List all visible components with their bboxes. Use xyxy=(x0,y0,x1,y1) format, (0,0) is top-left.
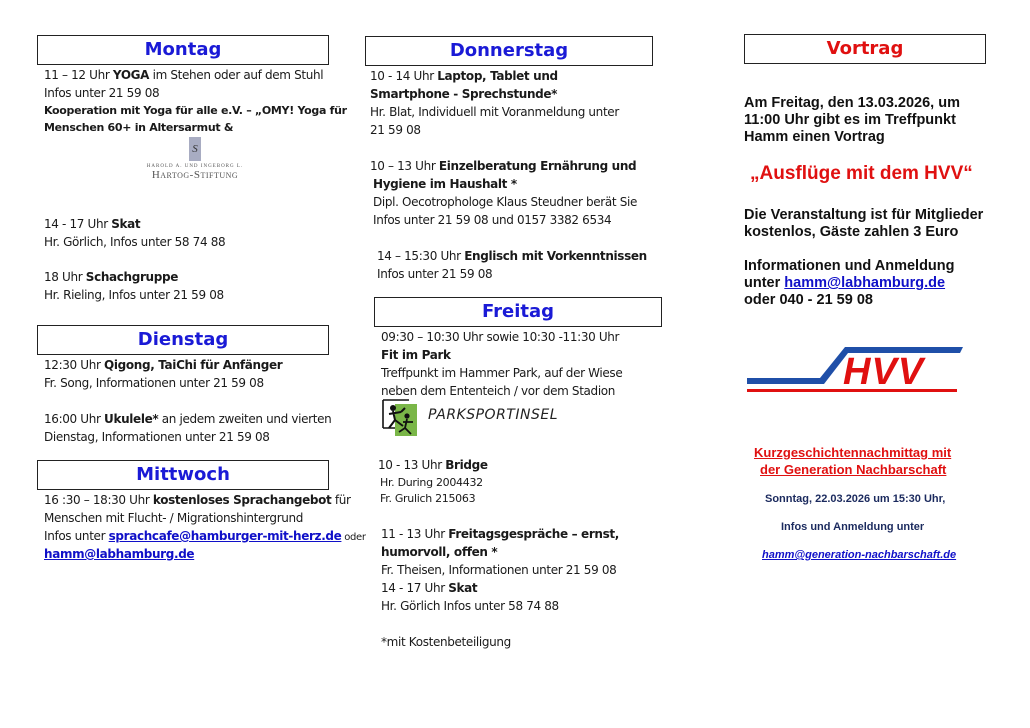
vortrag-heading: Vortrag xyxy=(744,34,986,64)
event-title: Smartphone - Sprechstunde* xyxy=(370,87,558,101)
time: 11 - 13 Uhr xyxy=(381,527,449,541)
time: 10 - 14 Uhr xyxy=(370,69,438,83)
freitag-gespraeche-info: Fr. Theisen, Informationen unter 21 59 08 xyxy=(381,563,617,577)
donnerstag-laptop-line2 xyxy=(370,85,557,103)
donnerstag-ernaehrung-line2 xyxy=(373,175,517,193)
hvv-logo xyxy=(745,343,965,398)
freitag-gespraeche-line1 xyxy=(381,525,619,543)
event-title: Bridge xyxy=(445,458,488,472)
freitag-bridge-info1: Hr. During 2004432 xyxy=(380,476,483,489)
kurzgeschichten-info: Infos und Anmeldung unter xyxy=(781,521,925,533)
freitag-park-info1: Treffpunkt im Hammer Park, auf der Wiese xyxy=(381,366,623,380)
freitag-bridge-line1 xyxy=(378,456,488,474)
freitag-skat-info: Hr. Görlich Infos unter 58 74 88 xyxy=(381,599,559,613)
vortrag-title: „Ausflüge mit dem HVV“ xyxy=(750,163,973,184)
vortrag-email-link[interactable]: hamm@labhamburg.de xyxy=(784,275,946,291)
donnerstag-ernaehrung-line1 xyxy=(370,157,636,175)
dienstag-ukulele-line1 xyxy=(44,410,331,428)
event-title: Qigong, TaiChi für Anfänger xyxy=(104,358,283,372)
parksportinsel-logo-text: PARKSPORTINSEL xyxy=(428,407,558,423)
time: 18 Uhr xyxy=(44,270,86,284)
sprachcafe-email-link[interactable]: sprachcafe@hamburger-mit-herz.de xyxy=(108,529,342,543)
time: 16 :30 – 18:30 Uhr xyxy=(44,493,153,507)
footnote: *mit Kostenbeteiligung xyxy=(381,635,511,649)
mittwoch-heading: Mittwoch xyxy=(37,460,329,490)
vortrag-cost-line1: Die Veranstaltung ist für Mitglieder xyxy=(744,207,984,223)
coop-text: Kooperation mit Yoga für alle e.V. – „OMY! Yoga für xyxy=(44,104,347,117)
event-title: Schachgruppe xyxy=(85,270,179,284)
donnerstag-ernaehrung-info1: Dipl. Oecotrophologe Klaus Steudner berät Sie xyxy=(373,195,637,209)
time: 14 - 17 Uhr xyxy=(381,581,449,595)
freitag-bridge-info2: Fr. Grulich 215063 xyxy=(380,492,476,505)
oder-text: oder xyxy=(341,532,366,543)
hamm-email-link[interactable]: hamm@labhamburg.de xyxy=(44,547,195,561)
kurzgeschichten-title-line2: der Generation Nachbarschaft xyxy=(760,462,947,477)
time: 10 – 13 Uhr xyxy=(370,159,439,173)
hartog-stiftung-logo xyxy=(140,137,250,181)
kurzgeschichten-date: Sonntag, 22.03.2026 um 15:30 Uhr, xyxy=(765,493,946,505)
mittwoch-sprach-info xyxy=(44,527,366,547)
donnerstag-englisch-info: Infos unter 21 59 08 xyxy=(377,267,493,281)
info-prefix: unter xyxy=(744,275,785,291)
vortrag-info-line1: Informationen und Anmeldung xyxy=(744,258,955,274)
donnerstag-heading: Donnerstag xyxy=(365,36,653,66)
vortrag-info-line2 xyxy=(744,275,945,292)
parksportinsel-logo xyxy=(381,398,581,443)
time: 11 – 12 Uhr xyxy=(44,68,113,82)
event-title: Hygiene im Haushalt * xyxy=(373,177,517,191)
freitag-park-info2: neben dem Ententeich / vor dem Stadion xyxy=(381,384,616,398)
kurzgeschichten-title-line1: Kurzgeschichtennachmittag mit xyxy=(754,445,952,460)
time: 12:30 Uhr xyxy=(44,358,105,372)
time: 16:00 Uhr xyxy=(44,412,105,426)
montag-schach-info: Hr. Rieling, Infos unter 21 59 08 xyxy=(44,288,224,302)
donnerstag-laptop-info2: 21 59 08 xyxy=(370,123,421,137)
montag-schach-line1 xyxy=(44,268,178,286)
time: 10 - 13 Uhr xyxy=(378,458,446,472)
event-title: Ukulele* xyxy=(104,412,159,426)
event-title: YOGA xyxy=(112,68,150,82)
montag-yoga-coop-line2 xyxy=(44,119,233,137)
mittwoch-sprach-line1 xyxy=(44,491,351,509)
hvv-logo-text: HVV xyxy=(843,351,925,393)
hartog-s-icon: S xyxy=(189,137,201,161)
montag-skat-info: Hr. Görlich, Infos unter 58 74 88 xyxy=(44,235,226,249)
vortrag-cost-line2: kostenlos, Gäste zahlen 3 Euro xyxy=(744,224,959,240)
donnerstag-laptop-info1: Hr. Blat, Individuell mit Voranmeldung unter xyxy=(370,105,619,119)
vortrag-phone: oder 040 - 21 59 08 xyxy=(744,292,873,308)
freitag-park-time: 09:30 – 10:30 Uhr sowie 10:30 -11:30 Uhr xyxy=(381,330,620,344)
donnerstag-ernaehrung-info2: Infos unter 21 59 08 und 0157 3382 6534 xyxy=(373,213,612,227)
event-title: Laptop, Tablet und xyxy=(437,69,558,83)
hartog-logo-name: Hartog-Stiftung xyxy=(151,169,239,181)
vortrag-intro-line1: Am Freitag, den 13.03.2026, um xyxy=(744,95,960,111)
time: 14 - 17 Uhr xyxy=(44,217,112,231)
montag-yoga-line1 xyxy=(44,66,323,84)
vortrag-intro-line3: Hamm einen Vortrag xyxy=(744,129,885,145)
info-prefix: Infos unter xyxy=(44,529,109,543)
coop-text: Menschen 60+ in Altersarmut & xyxy=(44,121,234,134)
freitag-skat-line1 xyxy=(381,579,477,597)
montag-heading: Montag xyxy=(37,35,329,65)
event-title: kostenloses Sprachangebot xyxy=(152,493,332,507)
event-detail: für xyxy=(331,493,351,507)
montag-skat-line1 xyxy=(44,215,140,233)
freitag-gespraeche-line2 xyxy=(381,543,497,561)
freitag-heading: Freitag xyxy=(374,297,662,327)
freitag-park-title xyxy=(381,346,451,364)
vortrag-intro-line2: 11:00 Uhr gibt es im Treffpunkt xyxy=(744,112,956,128)
montag-yoga-info: Infos unter 21 59 08 xyxy=(44,86,160,100)
event-title: Einzelberatung Ernährung und xyxy=(438,159,637,173)
hartog-logo-subtitle: HAROLD A. UND INGEBORG L. xyxy=(146,164,244,169)
mittwoch-sprach-line2: Menschen mit Flucht- / Migrationshintergrund xyxy=(44,511,304,525)
kurzgeschichten-email-line xyxy=(762,548,956,562)
event-detail: im Stehen oder auf dem Stuhl xyxy=(149,68,324,82)
donnerstag-laptop-line1 xyxy=(370,67,558,85)
time: 14 – 15:30 Uhr xyxy=(377,249,465,263)
event-title: Englisch mit Vorkenntnissen xyxy=(464,249,647,263)
event-detail: an jedem zweiten und vierten xyxy=(158,412,332,426)
event-title: Freitagsgespräche – ernst, xyxy=(448,527,619,541)
montag-yoga-coop-line1 xyxy=(44,102,347,120)
donnerstag-englisch-line1 xyxy=(377,247,647,265)
event-title: humorvoll, offen * xyxy=(381,545,498,559)
dienstag-ukulele-info: Dienstag, Informationen unter 21 59 08 xyxy=(44,430,270,444)
event-title: Skat xyxy=(448,581,478,595)
generation-nachbarschaft-email-link[interactable]: hamm@generation-nachbarschaft.de xyxy=(762,549,957,561)
mittwoch-sprach-email2-line xyxy=(44,545,194,563)
dienstag-qigong-info: Fr. Song, Informationen unter 21 59 08 xyxy=(44,376,264,390)
dienstag-qigong-line1 xyxy=(44,356,282,374)
event-title: Skat xyxy=(111,217,141,231)
event-title: Fit im Park xyxy=(381,348,451,362)
dienstag-heading: Dienstag xyxy=(37,325,329,355)
